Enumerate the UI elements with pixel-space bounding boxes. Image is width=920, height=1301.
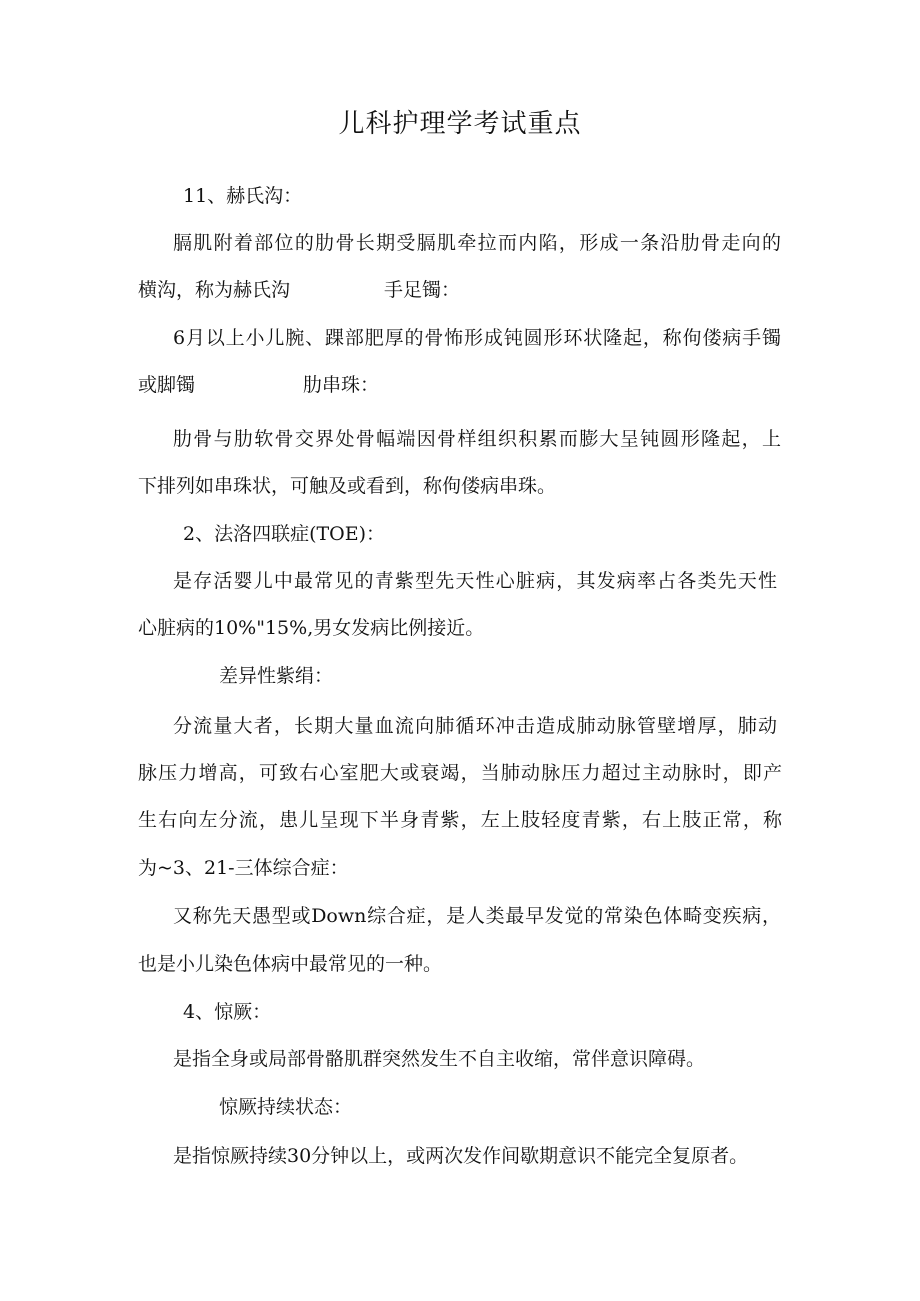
paragraph-line: 为~3、21-三体综合症： (138, 857, 349, 879)
paragraph-line: 下排列如串珠状，可触及或看到，称佝偻病串珠。 (138, 475, 557, 497)
paragraph-line: 脉压力增高，可致右心室肥大或衰竭，当肺动脉压力超过主动脉时，即产 (138, 762, 782, 784)
paragraph-line: 膈肌附着部位的肋骨长期受膈肌牵拉而内陷，形成一条沿肋骨走向的 (173, 232, 781, 254)
paragraph-line: 分流量大者，长期大量血流向肺循环冲击造成肺动脉管壁增厚，肺动 (173, 715, 777, 737)
paragraph-line: 6月以上小儿腕、踝部肥厚的骨怖形成钝圆形环状隆起，称佝偻病手镯 (173, 327, 781, 349)
paragraph-line: 又称先天愚型或Down综合症，是人类最早发觉的常染色体畸变疾病， (173, 905, 781, 927)
term-heading-status-convulsion: 惊厥持续状态： (219, 1096, 353, 1118)
paragraph-line: 也是小儿染色体病中最常见的一种。 (138, 953, 443, 975)
paragraph-line: 是指惊厥持续30分钟以上，或两次发作间歇期意识不能完全复原者。 (173, 1145, 749, 1167)
term-heading-rachitic-rosary: 肋串珠： (303, 374, 380, 396)
paragraph-line: 生右向左分流，患儿呈现下半身青紫，左上肢轻度青紫，右上肢正常，称 (138, 809, 782, 831)
term-heading-convulsion: 4、惊厥： (183, 1001, 272, 1023)
paragraph-line: 是存活婴儿中最常见的青紫型先天性心脏病，其发病率占各类先天性 (173, 570, 777, 592)
term-heading-wrist-bracelet: 手足镯： (384, 279, 461, 301)
term-heading-hesi-groove: 11、赫氏沟： (183, 185, 303, 207)
term-heading-tetralogy-of-fallot: 2、法洛四联症(TOE)： (183, 523, 386, 545)
paragraph-line (138, 369, 379, 401)
document-title: 儿科护理学考试重点 (338, 109, 582, 139)
paragraph-text: 横沟，称为赫氏沟 (138, 279, 291, 301)
term-heading-differential-cyanosis: 差异性紫绢： (219, 665, 334, 687)
paragraph-line: 肋骨与肋软骨交界处骨幅端因骨样组织积累而膨大呈钝圆形隆起，上 (173, 428, 781, 450)
paragraph-text: 或脚镯 (138, 374, 196, 396)
paragraph-line: 心脏病的10%"15%,男女发病比例接近。 (138, 617, 485, 639)
paragraph-line: 是指全身或局部骨骼肌群突然发生不自主收缩，常伴意识障碍。 (173, 1048, 706, 1070)
paragraph-line (138, 274, 460, 306)
